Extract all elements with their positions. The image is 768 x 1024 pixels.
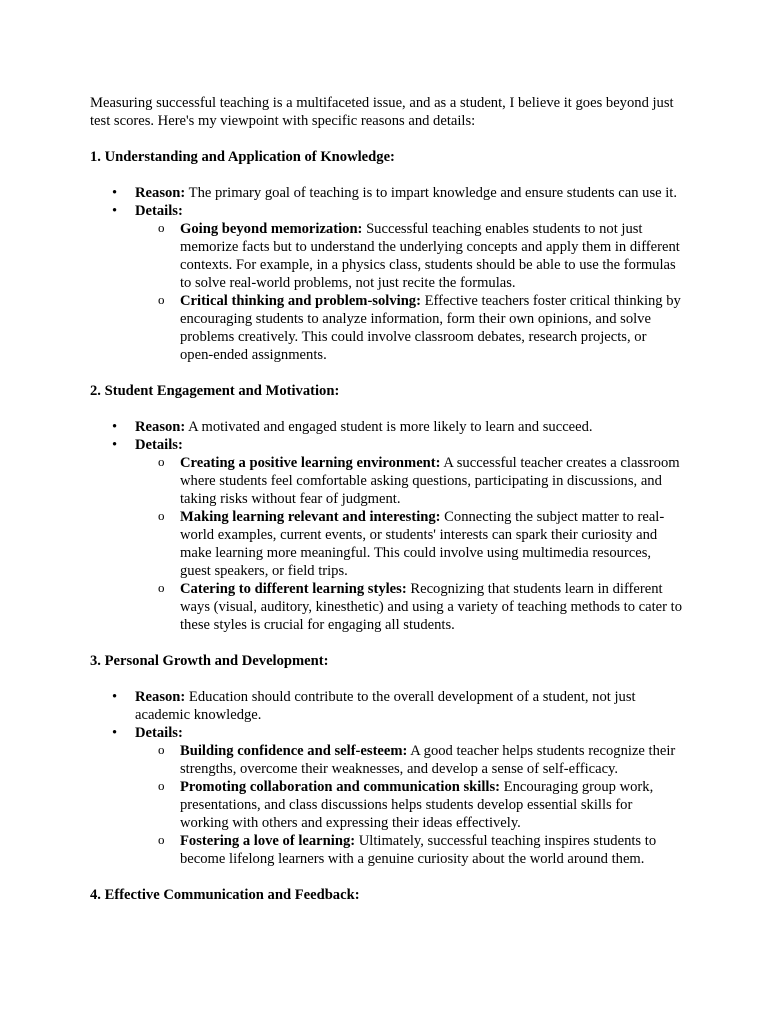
detail-item xyxy=(135,292,682,364)
detail-title: Fostering a love of learning: xyxy=(180,833,356,849)
reason-label: Reason: xyxy=(135,689,186,705)
details-item xyxy=(90,436,682,634)
detail-text: A good teacher helps students recognize their strengths, overcome their weaknesses, and develop a sense of self-efficacy. xyxy=(180,743,676,777)
detail-item xyxy=(135,778,682,832)
detail-text: Encouraging group work, presentations, and class discussions helps students develop essential skills for working with others and expressing their ideas effectively. xyxy=(180,779,654,831)
reason-item xyxy=(90,184,682,202)
section-heading: 4. Effective Communication and Feedback: xyxy=(90,887,360,903)
document-page xyxy=(90,94,682,922)
reason-text: The primary goal of teaching is to impart knowledge and ensure students can use it. xyxy=(185,185,678,201)
circle-bullet-icon: o xyxy=(158,742,165,757)
detail-item xyxy=(135,742,682,778)
bullet-icon: • xyxy=(112,419,118,435)
section-heading: 1. Understanding and Application of Knowledge: xyxy=(90,149,395,165)
section-heading: 3. Personal Growth and Development: xyxy=(90,653,329,669)
section-list xyxy=(90,418,682,634)
detail-title: Promoting collaboration and communication skills: xyxy=(180,779,501,795)
details-list xyxy=(135,220,682,364)
circle-bullet-icon: o xyxy=(158,832,165,847)
detail-item xyxy=(135,220,682,292)
reason-text: Education should contribute to the overall development of a student, not just academic knowledge. xyxy=(135,689,636,723)
detail-title: Going beyond memorization: xyxy=(180,221,363,237)
circle-bullet-icon: o xyxy=(158,508,165,523)
detail-text: Successful teaching enables students to not just memorize facts but to understand the underlying concepts and apply them in different contexts. For example, in a physics class, students should be able to use the formulas to solve real-world problems, not just recite the formulas. xyxy=(180,221,680,291)
reason-item xyxy=(90,688,682,724)
section-heading: 2. Student Engagement and Motivation: xyxy=(90,383,340,399)
circle-bullet-icon: o xyxy=(158,778,165,793)
details-item xyxy=(90,724,682,868)
circle-bullet-icon: o xyxy=(158,580,165,595)
detail-text: Recognizing that students learn in different ways (visual, auditory, kinesthetic) and using a variety of teaching methods to cater to these styles is crucial for engaging all students. xyxy=(180,581,682,633)
section-list xyxy=(90,184,682,364)
detail-item xyxy=(135,508,682,580)
details-label: Details: xyxy=(135,725,183,741)
circle-bullet-icon: o xyxy=(158,454,165,469)
detail-text: Connecting the subject matter to real-world examples, current events, or students' interests can spark their curiosity and make learning more meaningful. This could involve using multimedia resources, guest speakers, or field trips. xyxy=(180,509,665,579)
detail-item xyxy=(135,832,682,868)
detail-title: Critical thinking and problem-solving: xyxy=(180,293,421,309)
detail-text: Ultimately, successful teaching inspires students to become lifelong learners with a genuine curiosity about the world around them. xyxy=(180,833,657,867)
details-item xyxy=(90,202,682,364)
detail-item xyxy=(135,580,682,634)
bullet-icon: • xyxy=(112,689,118,705)
detail-title: Creating a positive learning environment: xyxy=(180,455,441,471)
circle-bullet-icon: o xyxy=(158,292,165,307)
details-label: Details: xyxy=(135,437,183,453)
reason-text: A motivated and engaged student is more likely to learn and succeed. xyxy=(185,419,593,435)
details-label: Details: xyxy=(135,203,183,219)
intro-paragraph: Measuring successful teaching is a multifaceted issue, and as a student, I believe it goes beyond just test scores. Here's my viewpoint with specific reasons and details: xyxy=(90,95,674,129)
details-list xyxy=(135,742,682,868)
detail-text: Effective teachers foster critical thinking by encouraging students to analyze information, form their own opinions, and solve problems creatively. This could involve classroom debates, research projects, or open-ended assignments. xyxy=(180,293,681,363)
circle-bullet-icon: o xyxy=(158,220,165,235)
bullet-icon: • xyxy=(112,725,118,741)
detail-title: Building confidence and self-esteem: xyxy=(180,743,408,759)
detail-item xyxy=(135,454,682,508)
section-list xyxy=(90,688,682,868)
reason-label: Reason: xyxy=(135,419,186,435)
bullet-icon: • xyxy=(112,185,118,201)
bullet-icon: • xyxy=(112,203,118,219)
bullet-icon: • xyxy=(112,437,118,453)
details-list xyxy=(135,454,682,634)
detail-title: Catering to different learning styles: xyxy=(180,581,407,597)
detail-title: Making learning relevant and interesting: xyxy=(180,509,441,525)
detail-text: A successful teacher creates a classroom where students feel comfortable asking questions, participating in discussions, and taking risks without fear of judgment. xyxy=(180,455,680,507)
reason-item xyxy=(90,418,682,436)
reason-label: Reason: xyxy=(135,185,186,201)
